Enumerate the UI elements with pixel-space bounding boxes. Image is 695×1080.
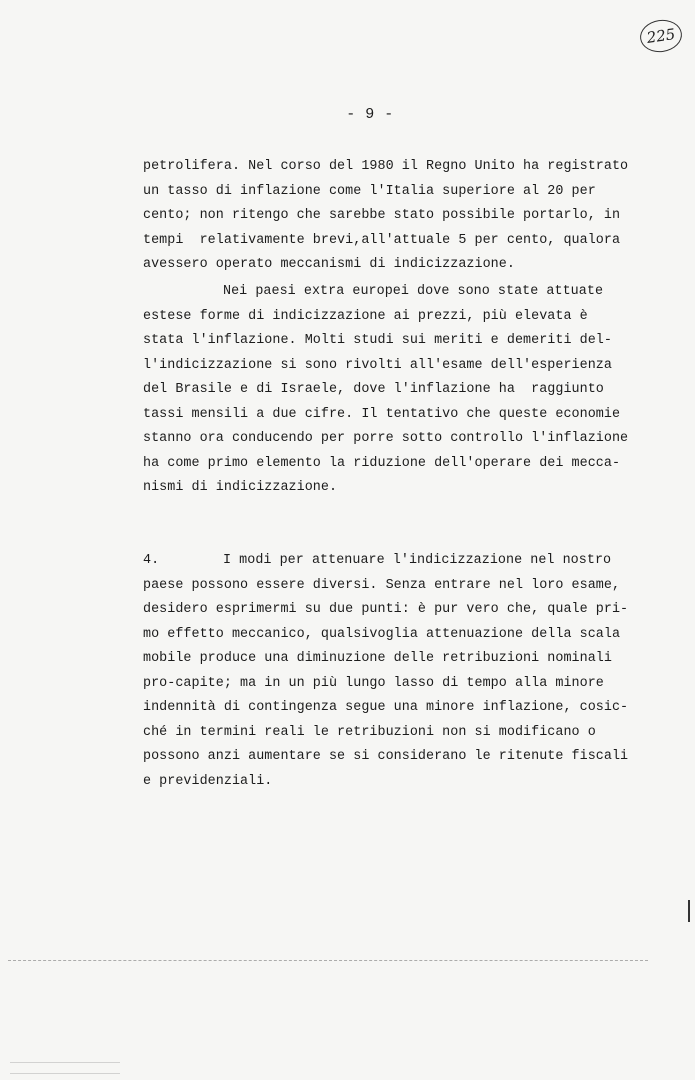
text-line: un tasso di inflazione come l'Italia superiore al 20 per <box>143 183 596 199</box>
text-line: nismi di indicizzazione. <box>143 480 338 495</box>
text-line: tassi mensili a due cifre. Il tentativo che queste economie <box>143 406 621 422</box>
text-line: desidero esprimermi su due punti: è pur vero che, quale pri- <box>143 602 629 617</box>
text-line: pro-capite; ma in un più lungo lasso di tempo alla minore <box>143 675 604 691</box>
text-line: indennità di contingenza segue una minore inflazione, cosic- <box>143 700 629 715</box>
text-line: petrolifera. Nel corso del 1980 il Regno Unito ha registrato <box>143 159 629 174</box>
scan-edge-mark <box>688 900 690 922</box>
section-4 <box>143 549 653 794</box>
text-line: I modi per attenuare l'indicizzazione nel nostro <box>223 553 612 568</box>
text-line: l'indicizzazione si sono rivolti all'esame dell'esperienza <box>143 357 612 373</box>
text-line: estese forme di indicizzazione ai prezzi, più elevata è <box>143 308 588 324</box>
page-number: - 9 - <box>346 106 394 123</box>
text-line: mo effetto meccanico, qualsivoglia attenuazione della scala <box>143 626 621 642</box>
text-line: stata l'inflazione. Molti studi sui meriti e demeriti del- <box>143 333 612 348</box>
text-line: ha come primo elemento la riduzione dell'operare dei mecca- <box>143 455 621 471</box>
scan-artifact-line <box>8 960 648 961</box>
text-line: paese possono essere diversi. Senza entrare nel loro esame, <box>143 577 621 593</box>
section-number: 4. <box>143 553 160 568</box>
scan-corner-mark <box>10 1062 120 1074</box>
text-line: stanno ora conducendo per porre sotto controllo l'inflazione <box>143 431 629 446</box>
text-line: avessero operato meccanismi di indicizzazione. <box>143 257 515 272</box>
paragraph-1 <box>143 155 653 278</box>
text-line: mobile produce una diminuzione delle retribuzioni nominali <box>143 651 612 666</box>
text-line: cento; non ritengo che sarebbe stato possibile portarlo, in <box>143 208 621 223</box>
text-line: tempi relativamente brevi,all'attuale 5 per cento, qualora <box>143 232 621 248</box>
page-stamp: 225 <box>638 17 684 55</box>
paragraph-2 <box>143 280 653 501</box>
text-line: Nei paesi extra europei dove sono state attuate <box>223 284 604 299</box>
text-line: e previdenziali. <box>143 773 273 789</box>
text-line: del Brasile e di Israele, dove l'inflazione ha raggiunto <box>143 382 604 397</box>
text-line: ché in termini reali le retribuzioni non si modificano o <box>143 724 596 740</box>
text-line: possono anzi aumentare se si considerano le ritenute fiscali <box>143 749 629 764</box>
